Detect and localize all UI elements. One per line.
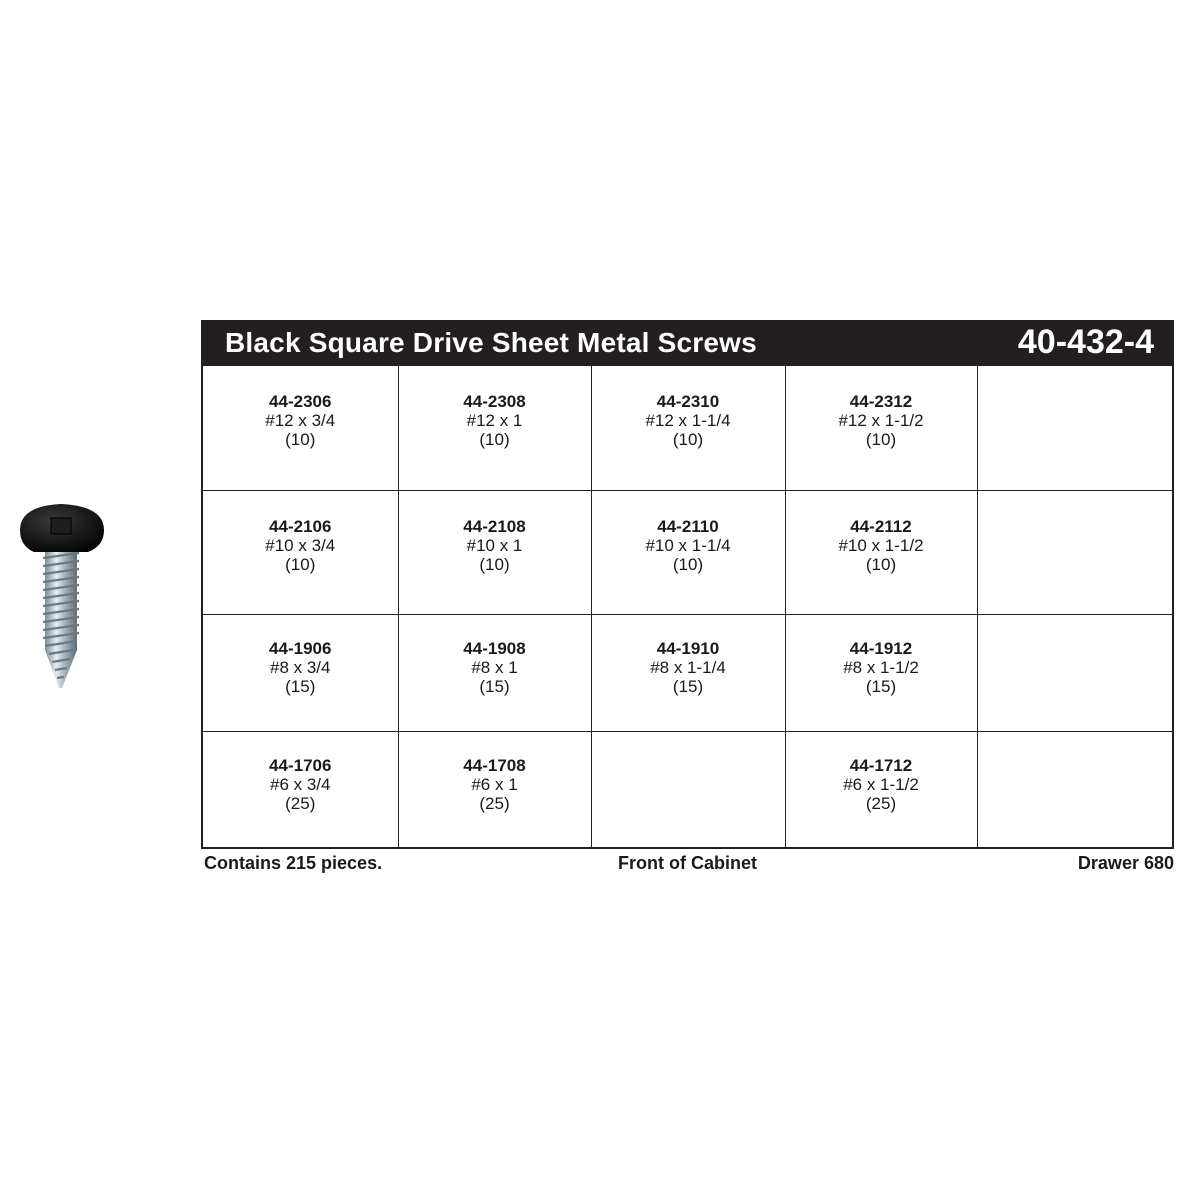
quantity: (15): [479, 677, 510, 696]
compartment-cell: [202, 615, 398, 732]
compartment-cell: [785, 366, 977, 491]
screw-size: #12 x 3/4: [265, 411, 336, 430]
screw-size: #6 x 1: [471, 775, 518, 794]
screw-size: #8 x 3/4: [270, 658, 331, 677]
screw-size: #10 x 1: [466, 536, 523, 555]
part-number: 44-2106: [269, 517, 332, 536]
quantity: (15): [672, 677, 704, 696]
screw-size: #12 x 1-1/4: [645, 411, 731, 430]
part-number: 44-1912: [849, 639, 913, 658]
compartment-cell-empty: [977, 491, 1173, 615]
compartment-cell: [785, 491, 977, 615]
quantity: (10): [865, 430, 897, 449]
cabinet-orientation: Front of Cabinet: [618, 852, 757, 873]
compartment-cell: [202, 732, 398, 848]
part-number: 44-1708: [463, 756, 526, 775]
grid-row: [202, 366, 1173, 491]
quantity: (25): [285, 794, 316, 813]
part-number: 44-2110: [657, 517, 719, 536]
part-number: 44-1910: [656, 639, 720, 658]
black-screw-icon: [18, 500, 108, 692]
screw-size: #8 x 1-1/2: [843, 658, 919, 677]
compartment-cell-empty: [591, 732, 785, 848]
compartment-cell-empty: [977, 366, 1173, 491]
compartment-cell: [202, 366, 398, 491]
screw-size: #10 x 3/4: [265, 536, 336, 555]
compartment-cell: [398, 491, 591, 615]
compartment-cell-empty: [977, 615, 1173, 732]
part-number: 44-2312: [849, 392, 913, 411]
compartment-cell: [398, 366, 591, 491]
part-number: 44-1712: [849, 756, 913, 775]
quantity: (10): [479, 555, 510, 574]
assortment-code: 40-432-4: [1017, 323, 1154, 361]
part-number: 44-2108: [463, 517, 526, 536]
screw-size: #6 x 1-1/2: [843, 775, 919, 794]
quantity: (25): [479, 794, 510, 813]
compartment-cell: [398, 732, 591, 848]
part-number: 44-2306: [269, 392, 332, 411]
compartment-cell: [202, 491, 398, 615]
screw-size: #8 x 1-1/4: [650, 658, 726, 677]
screw-size: #10 x 1-1/2: [838, 536, 924, 555]
compartment-cell: [398, 615, 591, 732]
quantity: (15): [285, 677, 316, 696]
part-number: 44-2308: [463, 392, 526, 411]
compartment-cell: [785, 732, 977, 848]
drawer-number: Drawer 680: [1077, 852, 1174, 873]
part-number: 44-1906: [269, 639, 332, 658]
screw-size: #12 x 1-1/2: [838, 411, 924, 430]
grid-row: [202, 615, 1173, 732]
compartment-cell: [591, 366, 785, 491]
chart-header: [201, 320, 1174, 365]
part-number: 44-2112: [850, 517, 912, 536]
compartment-cell: [591, 491, 785, 615]
quantity: (10): [672, 555, 704, 574]
screw-size: #12 x 1: [466, 411, 523, 430]
chart-footer: [201, 851, 1174, 881]
part-number: 44-1908: [463, 639, 526, 658]
quantity: (10): [672, 430, 704, 449]
piece-count: Contains 215 pieces.: [204, 852, 383, 873]
screw-size: #8 x 1: [471, 658, 518, 677]
compartment-cell: [591, 615, 785, 732]
chart-title: Black Square Drive Sheet Metal Screws: [225, 327, 757, 358]
screw-size: #6 x 3/4: [270, 775, 331, 794]
quantity: (10): [479, 430, 510, 449]
quantity: (10): [285, 430, 316, 449]
grid-row: [202, 732, 1173, 848]
compartment-cell: [785, 615, 977, 732]
drawer-chart: [201, 320, 1174, 881]
quantity: (15): [865, 677, 897, 696]
compartment-cell-empty: [977, 732, 1173, 848]
quantity: (10): [285, 555, 316, 574]
quantity: (25): [865, 794, 897, 813]
part-number: 44-2310: [656, 392, 720, 411]
compartment-grid: [201, 365, 1174, 849]
screw-size: #10 x 1-1/4: [645, 536, 731, 555]
grid-row: [202, 491, 1173, 615]
part-number: 44-1706: [269, 756, 332, 775]
quantity: (10): [865, 555, 897, 574]
